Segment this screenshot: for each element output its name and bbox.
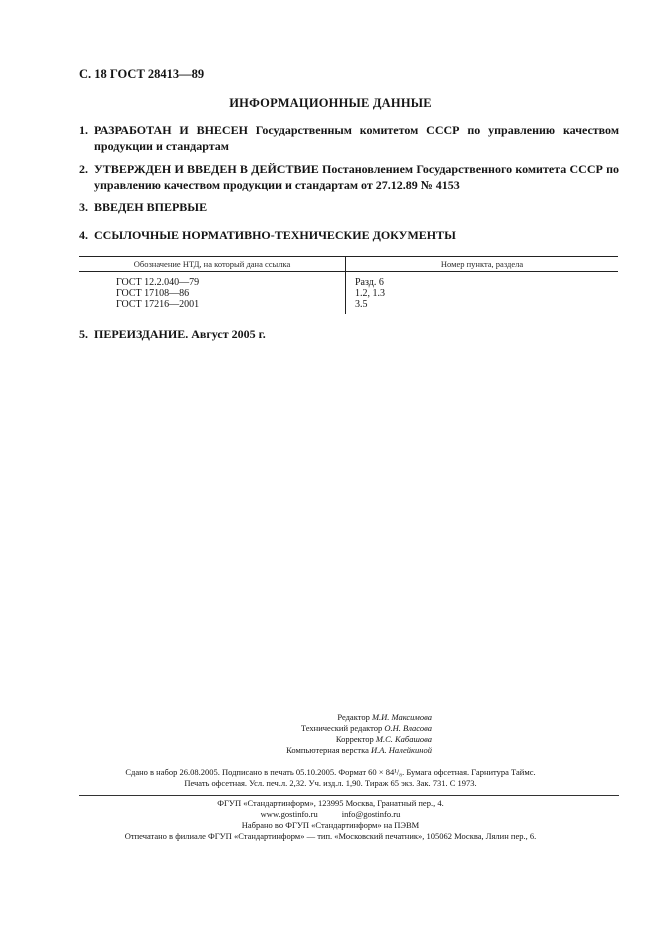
info-item-5 (79, 326, 619, 342)
item-number: 4. (79, 228, 88, 242)
item-body (94, 326, 619, 342)
credit-role: Компьютерная верстка (286, 745, 372, 755)
publisher-contacts (0, 809, 661, 820)
credit-layout (232, 745, 432, 756)
table-top-rule (79, 256, 618, 257)
publisher-website-link[interactable]: www.gostinfo.ru (260, 809, 318, 819)
credit-name: М.С. Кабашова (375, 734, 432, 744)
print-info-line: Сдано в набор 26.08.2005. Подписано в печать 05.10.2005. Формат 60 × 84¹/₈. Бумага офсетная. Гарнитура Таймс. (125, 767, 536, 777)
publisher-info (0, 798, 661, 842)
item-body (94, 122, 619, 154)
item-caps: УТВЕРЖДЕН И ВВЕДЕН В ДЕЙСТВИЕ (94, 162, 319, 176)
item-body (94, 227, 619, 243)
table-cell-section: 1.2, 1.3 (355, 288, 385, 299)
credit-role: Редактор (337, 712, 372, 722)
separator-rule (79, 795, 619, 796)
item-caps: ПЕРЕИЗДАНИЕ. (94, 327, 189, 341)
item-number: 5. (79, 327, 88, 341)
table-header-rule (79, 271, 618, 272)
item-number: 3. (79, 200, 88, 214)
publisher-email-link[interactable]: info@gostinfo.ru (341, 809, 401, 819)
credits-block (232, 712, 432, 756)
info-item-2 (79, 161, 619, 193)
item-number: 1. (79, 123, 88, 137)
credit-name: О.Н. Власова (384, 723, 432, 733)
publisher-printer: Отпечатано в филиале ФГУП «Стандартинформ» — тип. «Московский печатник», 105062 Москва, Лялин пер., 6. (124, 831, 537, 841)
item-body (94, 161, 619, 193)
item-text: Август 2005 г. (188, 327, 266, 341)
table-cell-section: Разд. 6 (355, 277, 384, 288)
item-caps: ВВЕДЕН ВПЕРВЫЕ (94, 200, 208, 214)
section-title: ИНФОРМАЦИОННЫЕ ДАННЫЕ (229, 96, 432, 110)
info-item-3 (79, 199, 619, 215)
item-caps: РАЗРАБОТАН И ВНЕСЕН (94, 123, 248, 137)
print-info-line: Печать офсетная. Усл. печ.л. 2,32. Уч. изд.л. 1,90. Тираж 65 экз. Зак. 731. С 1973. (184, 778, 477, 788)
publisher-typeset: Набрано во ФГУП «Стандартинформ» на ПЭВМ (241, 820, 420, 830)
table-cell-section: 3.5 (355, 299, 368, 310)
credit-name: М.И. Максимова (371, 712, 432, 722)
table-header-document: Обозначение НТД, на который дана ссылка (133, 259, 291, 269)
info-item-4 (79, 227, 619, 243)
item-text: Постановлением Государственного комитета СССР по управлению качеством продукции и стандартам от 27.12.89 № 4153 (94, 162, 620, 192)
credit-tech-editor (232, 723, 432, 734)
item-number: 2. (79, 162, 88, 176)
publisher-address: ФГУП «Стандартинформ», 123995 Москва, Гранатный пер., 4. (217, 798, 444, 808)
table-cell-document: ГОСТ 17108—86 (116, 288, 190, 299)
info-item-1 (79, 122, 619, 154)
item-body (94, 199, 619, 215)
item-caps: ССЫЛОЧНЫЕ НОРМАТИВНО-ТЕХНИЧЕСКИЕ ДОКУМЕНТЫ (94, 228, 456, 242)
credit-editor (232, 712, 432, 723)
credit-name: И.А. Налейкиной (371, 745, 432, 755)
item-text: Государственным комитетом СССР по управлению качеством продукции и стандартам (94, 123, 620, 153)
credit-role: Технический редактор (300, 723, 385, 733)
credit-proofreader (232, 734, 432, 745)
table-header-section: Номер пункта, раздела (440, 259, 524, 269)
table-cell-document: ГОСТ 12.2.040—79 (116, 277, 200, 288)
print-info (0, 767, 661, 789)
page-header: С. 18 ГОСТ 28413—89 (79, 67, 205, 81)
table-cell-document: ГОСТ 17216—2001 (116, 299, 200, 310)
credit-role: Корректор (335, 734, 376, 744)
